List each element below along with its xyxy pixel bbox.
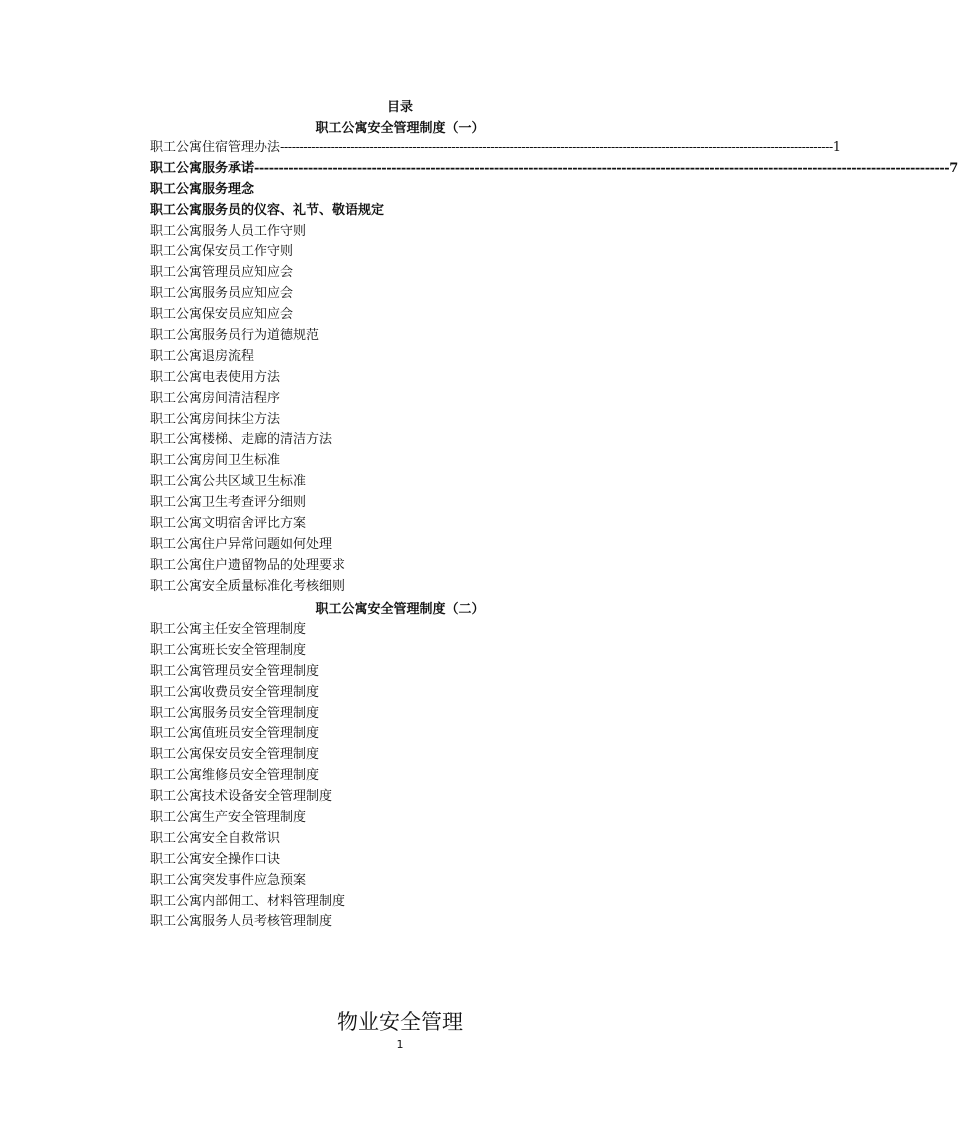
toc-entry-text: 职工公寓安全自救常识 (150, 830, 281, 846)
toc-entry-text: 职工公寓服务承诺 (150, 160, 255, 176)
toc-entry[interactable] (150, 159, 958, 180)
toc-entry[interactable] (150, 472, 590, 493)
toc-entry-text: 职工公寓房间卫生标准 (150, 453, 281, 469)
toc-entry-text: 职工公寓收费员安全管理制度 (150, 684, 320, 700)
toc-entry[interactable] (150, 662, 590, 683)
toc-entry[interactable] (150, 683, 590, 704)
toc-entry[interactable] (150, 745, 590, 766)
toc-entry-text: 职工公寓内部佣工、材料管理制度 (150, 893, 346, 909)
toc-leader-dots: ---------------------------------------------------------------------------------------------------------------------------------------------- (280, 140, 833, 155)
section-heading-2: 职工公寓安全管理制度（二） (315, 602, 485, 617)
toc-entry[interactable] (150, 787, 590, 808)
toc-entry[interactable] (150, 138, 842, 159)
toc-entry-text: 职工公寓维修员安全管理制度 (150, 768, 320, 784)
toc-entry-text: 职工公寓班长安全管理制度 (150, 642, 307, 658)
toc-entry-text: 职工公寓安全质量标准化考核细则 (150, 578, 346, 594)
toc-entry[interactable] (150, 368, 590, 389)
toc-entry-text: 职工公寓楼梯、走廊的清洁方法 (150, 432, 333, 448)
toc-entry[interactable] (150, 347, 590, 368)
toc-entry[interactable] (150, 766, 590, 787)
toc-entry-text: 职工公寓房间清洁程序 (150, 390, 281, 406)
toc-entry-text: 职工公寓管理员安全管理制度 (150, 663, 320, 679)
toc-entry-text: 职工公寓保安员工作守则 (150, 244, 294, 260)
toc-page-number: 7 (949, 160, 958, 176)
toc-entry-text: 职工公寓服务员安全管理制度 (150, 705, 320, 721)
toc-entry[interactable] (150, 724, 590, 745)
toc-entry-text: 职工公寓服务理念 (150, 181, 255, 197)
toc-entry-text: 职工公寓突发事件应急预案 (150, 872, 307, 888)
toc-entry[interactable] (150, 430, 590, 451)
toc-entry-text: 职工公寓公共区域卫生标准 (150, 474, 307, 490)
toc-entry[interactable] (150, 451, 590, 472)
toc-entry[interactable] (150, 892, 590, 913)
toc-entry-text: 职工公寓主任安全管理制度 (150, 622, 307, 637)
toc-entry[interactable] (150, 180, 590, 201)
toc-entry-text: 职工公寓住宿管理办法 (150, 140, 281, 155)
toc-entry[interactable] (150, 242, 590, 263)
toc-entry[interactable] (150, 514, 590, 535)
toc-entry[interactable] (150, 556, 590, 577)
toc-entry[interactable] (150, 410, 590, 431)
toc-entry-text: 职工公寓保安员应知应会 (150, 307, 294, 323)
toc-entry[interactable] (150, 912, 590, 933)
toc-page-number: 1 (832, 140, 842, 155)
toc-entry-text: 职工公寓文明宿舍评比方案 (150, 516, 307, 532)
toc-entry-text: 职工公寓保安员安全管理制度 (150, 747, 320, 763)
toc-entry[interactable] (150, 641, 590, 662)
toc-entry-text: 职工公寓住户遗留物品的处理要求 (150, 557, 346, 573)
toc-entry[interactable] (150, 201, 590, 222)
toc-entry[interactable] (150, 871, 590, 892)
toc-entry-text: 职工公寓安全操作口诀 (150, 851, 281, 867)
toc-leader-dots: ---------------------------------------------------------------------------------------------------------------------------------------------- (254, 160, 950, 176)
toc-entry-text: 职工公寓管理员应知应会 (150, 265, 294, 281)
toc-entry-text: 职工公寓生产安全管理制度 (150, 810, 307, 826)
toc-list-1 (150, 138, 958, 598)
toc-entry-text: 职工公寓技术设备安全管理制度 (150, 789, 333, 805)
toc-entry-text: 职工公寓值班员安全管理制度 (150, 726, 320, 742)
toc-entry[interactable] (150, 535, 590, 556)
toc-entry[interactable] (150, 704, 590, 725)
toc-entry-text: 职工公寓服务人员工作守则 (150, 223, 307, 239)
toc-entry-text: 职工公寓卫生考查评分细则 (150, 495, 307, 511)
toc-entry[interactable] (150, 808, 590, 829)
toc-heading: 目录 (386, 100, 413, 115)
toc-list-2 (150, 620, 590, 933)
toc-entry[interactable] (150, 850, 590, 871)
toc-entry[interactable] (150, 326, 590, 347)
toc-entry-text: 职工公寓服务员应知应会 (150, 286, 294, 302)
toc-entry[interactable] (150, 284, 590, 305)
footer-title: 物业安全管理 (337, 1010, 463, 1034)
toc-entry[interactable] (150, 305, 590, 326)
toc-entry-text: 职工公寓服务人员考核管理制度 (150, 914, 333, 930)
toc-entry[interactable] (150, 263, 590, 284)
toc-entry-text: 职工公寓住户异常问题如何处理 (150, 536, 333, 552)
page-number: 1 (396, 1038, 404, 1051)
toc-entry[interactable] (150, 620, 590, 641)
toc-entry-text: 职工公寓电表使用方法 (150, 369, 281, 385)
toc-entry-text: 职工公寓服务员行为道德规范 (150, 328, 320, 344)
toc-entry[interactable] (150, 829, 590, 850)
toc-entry-text: 职工公寓房间抹尘方法 (150, 411, 281, 427)
toc-entry[interactable] (150, 222, 590, 243)
toc-entry[interactable] (150, 493, 590, 514)
toc-entry[interactable] (150, 577, 590, 598)
toc-entry-text: 职工公寓退房流程 (150, 348, 255, 364)
toc-entry[interactable] (150, 389, 590, 410)
toc-entry-text: 职工公寓服务员的仪容、礼节、敬语规定 (150, 202, 385, 218)
section-heading-1: 职工公寓安全管理制度（一） (315, 121, 485, 136)
